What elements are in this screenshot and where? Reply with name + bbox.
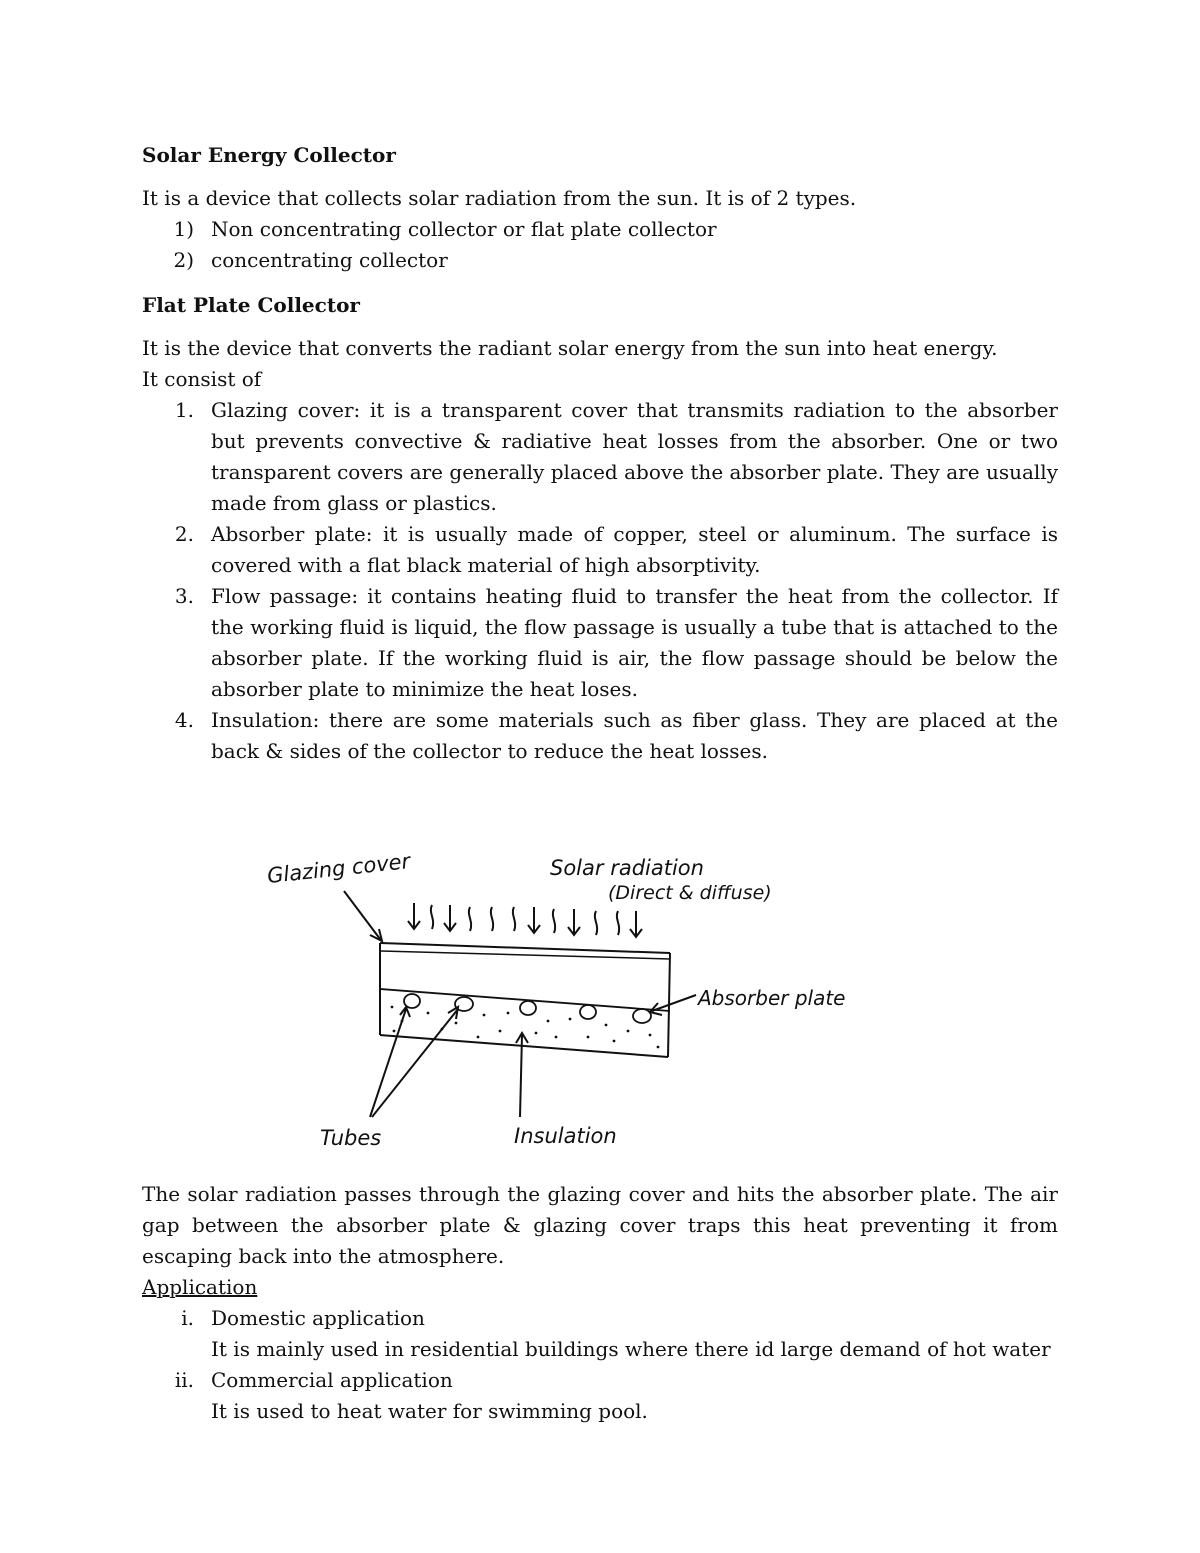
application-description: It is mainly used in residential buildings where there id large demand of hot water bbox=[211, 1337, 1051, 1361]
tube bbox=[633, 1009, 651, 1023]
list-item bbox=[142, 1365, 1058, 1427]
document-page bbox=[142, 140, 1058, 1427]
consist-of-line: It consist of bbox=[142, 367, 262, 391]
tubes-pointer-arrowhead-2 bbox=[448, 1007, 458, 1019]
list-number: 3. bbox=[174, 584, 194, 608]
list-text: Insulation: there are some materials such as fiber glass. They are placed at the back & sides of the collector to reduce the heat losses. bbox=[211, 708, 1058, 763]
application-heading: Application bbox=[142, 1275, 258, 1299]
tubes-pointer-line-2 bbox=[372, 1009, 458, 1117]
list-text: Glazing cover: it is a transparent cover that transmits radiation to the absorber but prevents convective & radiative heat losses from the absorber. One or two transparent covers are generally placed above the absorber plate. They are usually made from glass or plastics. bbox=[211, 398, 1058, 515]
list-text: Absorber plate: it is usually made of copper, steel or aluminum. The surface is covered with a flat black material of high absorptivity. bbox=[211, 522, 1058, 577]
list-number: 2) bbox=[173, 248, 194, 272]
label-solar-radiation: Solar radiation bbox=[550, 856, 704, 880]
ray-squiggle bbox=[469, 907, 471, 931]
list-text: concentrating collector bbox=[211, 248, 448, 272]
list-item bbox=[142, 214, 1058, 245]
application-title: Commercial application bbox=[211, 1368, 453, 1392]
ray-squiggle bbox=[491, 907, 493, 931]
list-number: 1. bbox=[174, 398, 194, 422]
ray-squiggle bbox=[513, 907, 515, 931]
list-number: 1) bbox=[173, 217, 194, 241]
list-text: Non concentrating collector or flat plate collector bbox=[211, 217, 717, 241]
ray-arrow bbox=[444, 905, 456, 931]
solar-rays-group bbox=[408, 903, 642, 937]
ray-arrow bbox=[528, 907, 540, 933]
flat-plate-collector-diagram bbox=[142, 799, 1058, 1179]
label-insulation: Insulation bbox=[514, 1124, 617, 1148]
application-description: It is used to heat water for swimming pool. bbox=[211, 1399, 648, 1423]
list-item bbox=[142, 705, 1058, 767]
list-text: Flow passage: it contains heating fluid to transfer the heat from the collector. If the working fluid is liquid, the flow passage is usually a tube that is attached to the absorber plate. If the working fluid is air, the flow passage should be below the absorber plate to minimize the heat loses. bbox=[211, 584, 1058, 701]
explanation-paragraph: The solar radiation passes through the glazing cover and hits the absorber plate. The air gap between the absorber plate & glazing cover traps this heat preventing it from escaping back into the atmosphere. bbox=[142, 1182, 1058, 1268]
list-number: i. bbox=[181, 1306, 194, 1330]
ray-arrow bbox=[630, 911, 642, 937]
absorber-plate-line bbox=[380, 989, 670, 1011]
ray-squiggle bbox=[553, 909, 555, 933]
list-item bbox=[142, 395, 1058, 519]
list-number: 4. bbox=[174, 708, 194, 732]
tube bbox=[580, 1005, 596, 1019]
label-tubes: Tubes bbox=[320, 1126, 382, 1150]
heading-solar-energy-collector: Solar Energy Collector bbox=[142, 143, 396, 167]
intro-paragraph: It is a device that collects solar radiation from the sun. It is of 2 types. bbox=[142, 186, 857, 210]
list-number: ii. bbox=[174, 1368, 194, 1392]
applications-list bbox=[142, 1303, 1058, 1427]
ray-squiggle bbox=[431, 905, 433, 929]
glazing-pointer-line bbox=[344, 891, 380, 939]
label-direct-diffuse: (Direct & diffuse) bbox=[608, 882, 772, 904]
tube bbox=[520, 1001, 536, 1015]
ray-squiggle bbox=[595, 911, 597, 935]
application-title: Domestic application bbox=[211, 1306, 425, 1330]
label-absorber-plate: Absorber plate bbox=[698, 986, 846, 1010]
collector-types-list bbox=[142, 214, 1058, 276]
tubes-group bbox=[404, 994, 651, 1023]
insulation-pointer-line bbox=[520, 1035, 522, 1117]
list-item bbox=[142, 1303, 1058, 1365]
ray-arrow bbox=[408, 903, 420, 929]
ray-squiggle bbox=[617, 911, 619, 935]
list-item bbox=[142, 245, 1058, 276]
ray-arrow bbox=[568, 909, 580, 935]
label-glazing-cover: Glazing cover bbox=[266, 849, 412, 888]
list-number: 2. bbox=[174, 522, 194, 546]
absorber-pointer-line bbox=[652, 995, 696, 1011]
components-list bbox=[142, 395, 1058, 767]
flat-plate-intro: It is the device that converts the radiant solar energy from the sun into heat energy. bbox=[142, 336, 998, 360]
tubes-pointer-line-1 bbox=[370, 1009, 406, 1117]
heading-flat-plate-collector: Flat Plate Collector bbox=[142, 293, 360, 317]
list-item bbox=[142, 519, 1058, 581]
diagram-svg bbox=[252, 799, 972, 1179]
list-item bbox=[142, 581, 1058, 705]
